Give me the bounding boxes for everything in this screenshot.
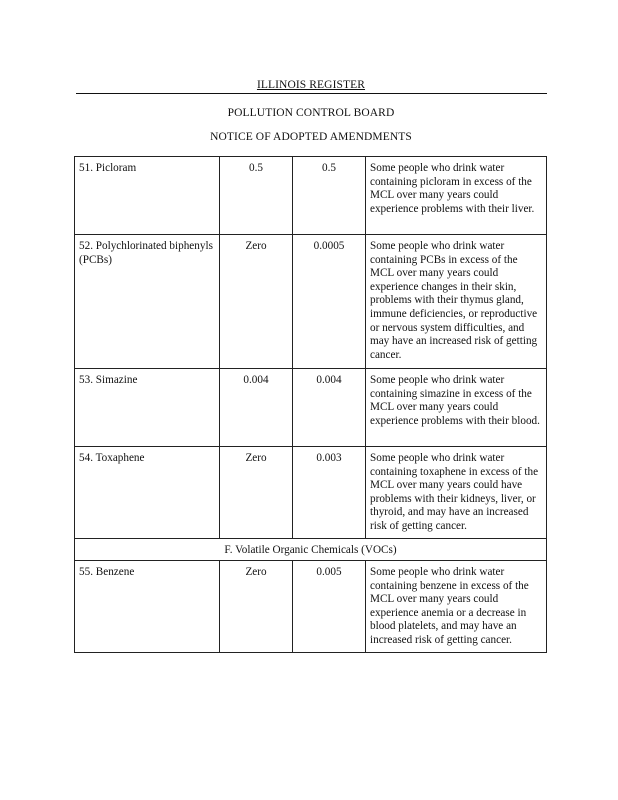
contaminant-name: 55. Benzene bbox=[75, 561, 220, 653]
mclg-value: 0.5 bbox=[293, 157, 366, 235]
health-effect: Some people who drink water containing picloram in excess of the MCL over many years could experience problems with their liver. bbox=[366, 157, 547, 235]
mclg-value: 0.004 bbox=[293, 369, 366, 447]
mcl-value: Zero bbox=[220, 447, 293, 539]
section-heading: F. Volatile Organic Chemicals (VOCs) bbox=[75, 539, 547, 561]
header-rule bbox=[76, 93, 547, 94]
mclg-value: 0.003 bbox=[293, 447, 366, 539]
contaminant-name: 52. Polychlorinated biphenyls (PCBs) bbox=[75, 235, 220, 369]
table-row bbox=[75, 447, 547, 539]
contaminant-name: 54. Toxaphene bbox=[75, 447, 220, 539]
table-row bbox=[75, 157, 547, 235]
contaminant-name: 53. Simazine bbox=[75, 369, 220, 447]
mcl-value: 0.004 bbox=[220, 369, 293, 447]
mclg-value: 0.0005 bbox=[293, 235, 366, 369]
table-row bbox=[75, 235, 547, 369]
mclg-value: 0.005 bbox=[293, 561, 366, 653]
mcl-value: 0.5 bbox=[220, 157, 293, 235]
register-title-text: ILLINOIS REGISTER bbox=[256, 79, 366, 91]
notice-title: NOTICE OF ADOPTED AMENDMENTS bbox=[210, 131, 412, 143]
section-heading-row bbox=[75, 539, 547, 561]
table-row bbox=[75, 561, 547, 653]
health-effect: Some people who drink water containing simazine in excess of the MCL over many years could experience problems with their blood. bbox=[366, 369, 547, 447]
table-row bbox=[75, 369, 547, 447]
mcl-value: Zero bbox=[220, 235, 293, 369]
board-title: POLLUTION CONTROL BOARD bbox=[227, 107, 395, 119]
register-title bbox=[76, 79, 546, 91]
health-effect: Some people who drink water containing benzene in excess of the MCL over many years could experience anemia or a decrease in blood platelets, and may have an increased risk of getting cancer. bbox=[366, 561, 547, 653]
contaminant-table bbox=[74, 156, 547, 653]
health-effect: Some people who drink water containing toxaphene in excess of the MCL over many years could have problems with their kidneys, liver, or thyroid, and may have an increased risk of getting cancer. bbox=[366, 447, 547, 539]
contaminant-name: 51. Picloram bbox=[75, 157, 220, 235]
mcl-value: Zero bbox=[220, 561, 293, 653]
health-effect: Some people who drink water containing PCBs in excess of the MCL over many years could experience changes in their skin, problems with their thymus gland, immune deficiencies, or reproductive or nervous system difficulties, and may have an increased risk of getting cancer. bbox=[366, 235, 547, 369]
